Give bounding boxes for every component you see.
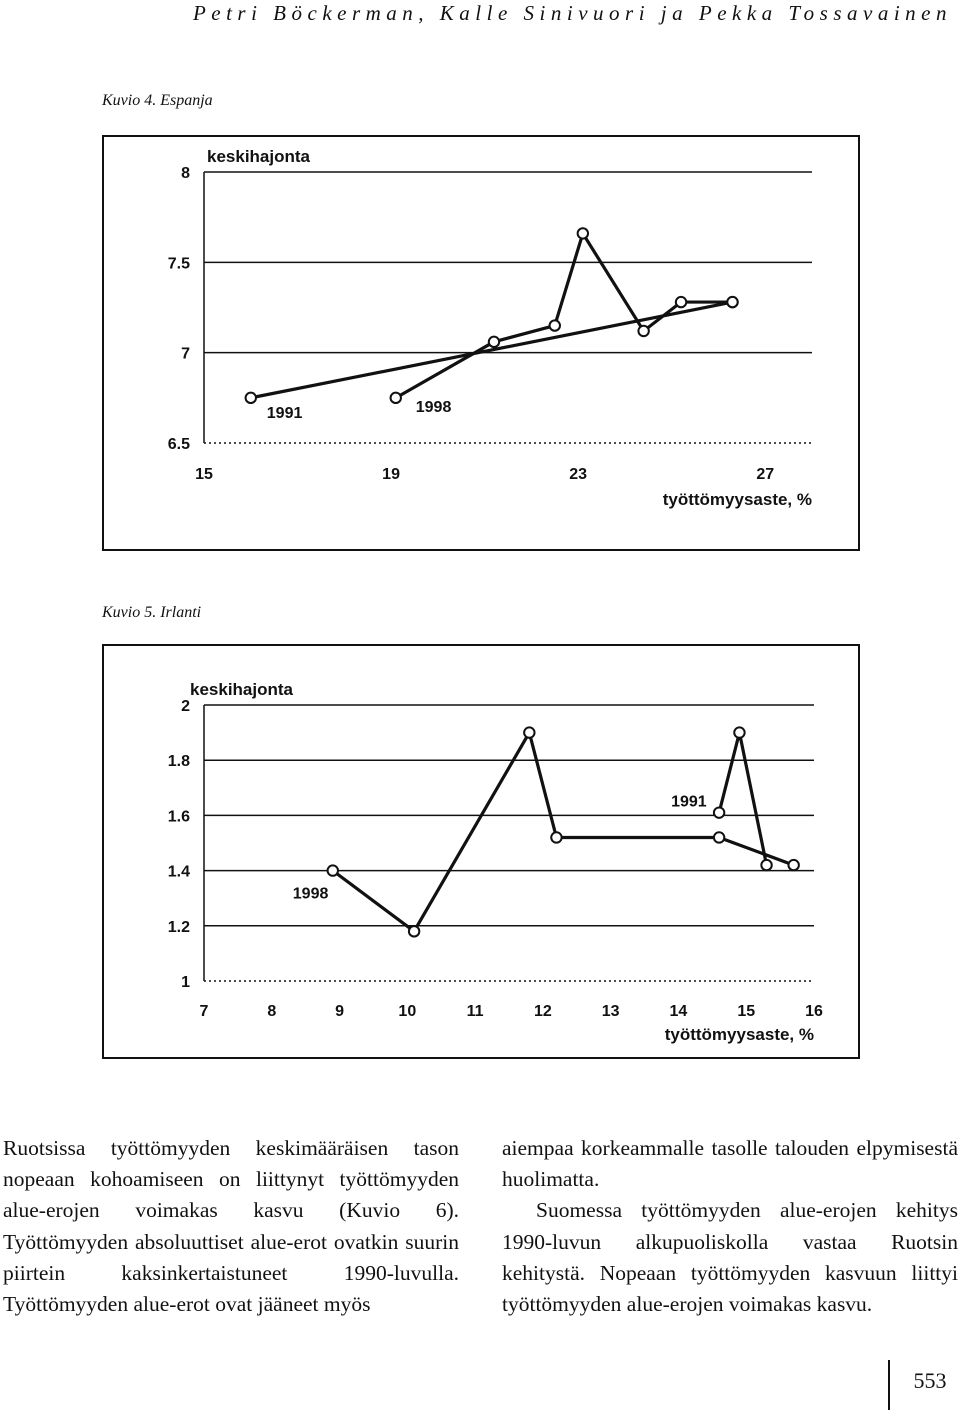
data-point [578,228,588,238]
figure-caption-5: Kuvio 5. Irlanti [102,604,202,621]
data-point [714,832,724,842]
data-point [727,297,737,307]
y-axis-label: keskihajonta [207,147,310,166]
data-point [788,860,798,870]
data-point [489,337,499,347]
x-tick-label: 9 [335,1003,345,1020]
series-line-0 [333,733,794,932]
paragraph-suomi: Suomessa työttömyyden alue-erojen kehitys 1990-luvun alkupuoliskolla vastaa Ruotsin kehitystä. Nopeaan työttömyyden kasvuun liittyi työttömyyden alue-erojen voimakas kasvu. [502,1198,958,1317]
chart-svg [104,646,858,1057]
x-tick-label: 16 [805,1003,823,1020]
page-number-divider [888,1360,890,1410]
y-tick-label: 6.5 [167,436,190,453]
x-tick-label: 13 [601,1003,620,1020]
x-tick-label: 27 [756,466,775,483]
running-head: Petri Böckerman, Kalle Sinivuori ja Pekka Tossavainen [192,1,952,25]
chart-espanja [102,135,860,551]
y-tick-label: 7 [181,345,190,363]
figure-caption-4: Kuvio 4. Espanja [102,92,213,109]
y-tick-label: 2 [181,698,190,715]
page-number: 553 [913,1368,947,1393]
y-tick-label: 7.5 [167,255,190,273]
y-tick-label: 1.8 [167,753,190,771]
data-point [761,860,771,870]
body-column-left [3,1133,459,1320]
body-column-right [502,1133,958,1320]
data-point [734,727,744,737]
data-point [391,393,401,403]
data-point [328,865,338,875]
y-tick-label: 1 [181,974,190,991]
series-line-1 [396,233,733,397]
data-point [551,832,561,842]
year-annotation: 1998 [292,885,329,903]
y-axis-label: keskihajonta [190,680,293,699]
year-annotation: 1991 [266,404,303,422]
x-tick-label: 23 [569,466,588,483]
paragraph-continuation: aiempaa korkeammalle tasolle talouden elpymisestä huolimatta. [502,1136,958,1192]
data-point [550,320,560,330]
y-tick-label: 1.2 [167,918,190,936]
x-tick-label: 19 [382,466,400,483]
x-tick-label: 14 [669,1003,688,1020]
x-tick-label: 10 [398,1003,417,1020]
data-point [638,326,648,336]
year-annotation: 1991 [671,793,707,811]
x-tick-label: 11 [466,1003,484,1020]
x-tick-label: 15 [737,1003,756,1020]
data-point [246,393,256,403]
data-point [524,727,534,737]
paragraph-ruotsi: Ruotsissa työttömyyden keskimääräisen tason nopeaan kohoamiseen on liittynyt työttömyyden alue-erojen voimakas kasvu (Kuvio 6). Työttömyyden absoluuttiset alue-erot ovatkin suurin piirtein kaksinkertaistuneet 1990-luvulla. Työttömyyden alue-erot ovat jääneet myös [3,1136,459,1317]
x-axis-label: työttömyysaste, % [662,490,812,509]
x-axis-label: työttömyysaste, % [664,1025,814,1044]
x-tick-label: 8 [267,1003,277,1020]
x-tick-label: 12 [533,1003,552,1020]
year-annotation: 1998 [415,398,452,416]
data-point [676,297,686,307]
chart-irlanti [102,644,860,1059]
y-tick-label: 1.4 [167,863,190,881]
x-tick-label: 7 [199,1003,209,1020]
data-point [409,926,419,936]
data-point [714,807,724,817]
y-tick-label: 8 [181,165,190,182]
x-tick-label: 15 [195,466,213,483]
chart-svg [104,137,858,549]
y-tick-label: 1.6 [167,808,190,826]
